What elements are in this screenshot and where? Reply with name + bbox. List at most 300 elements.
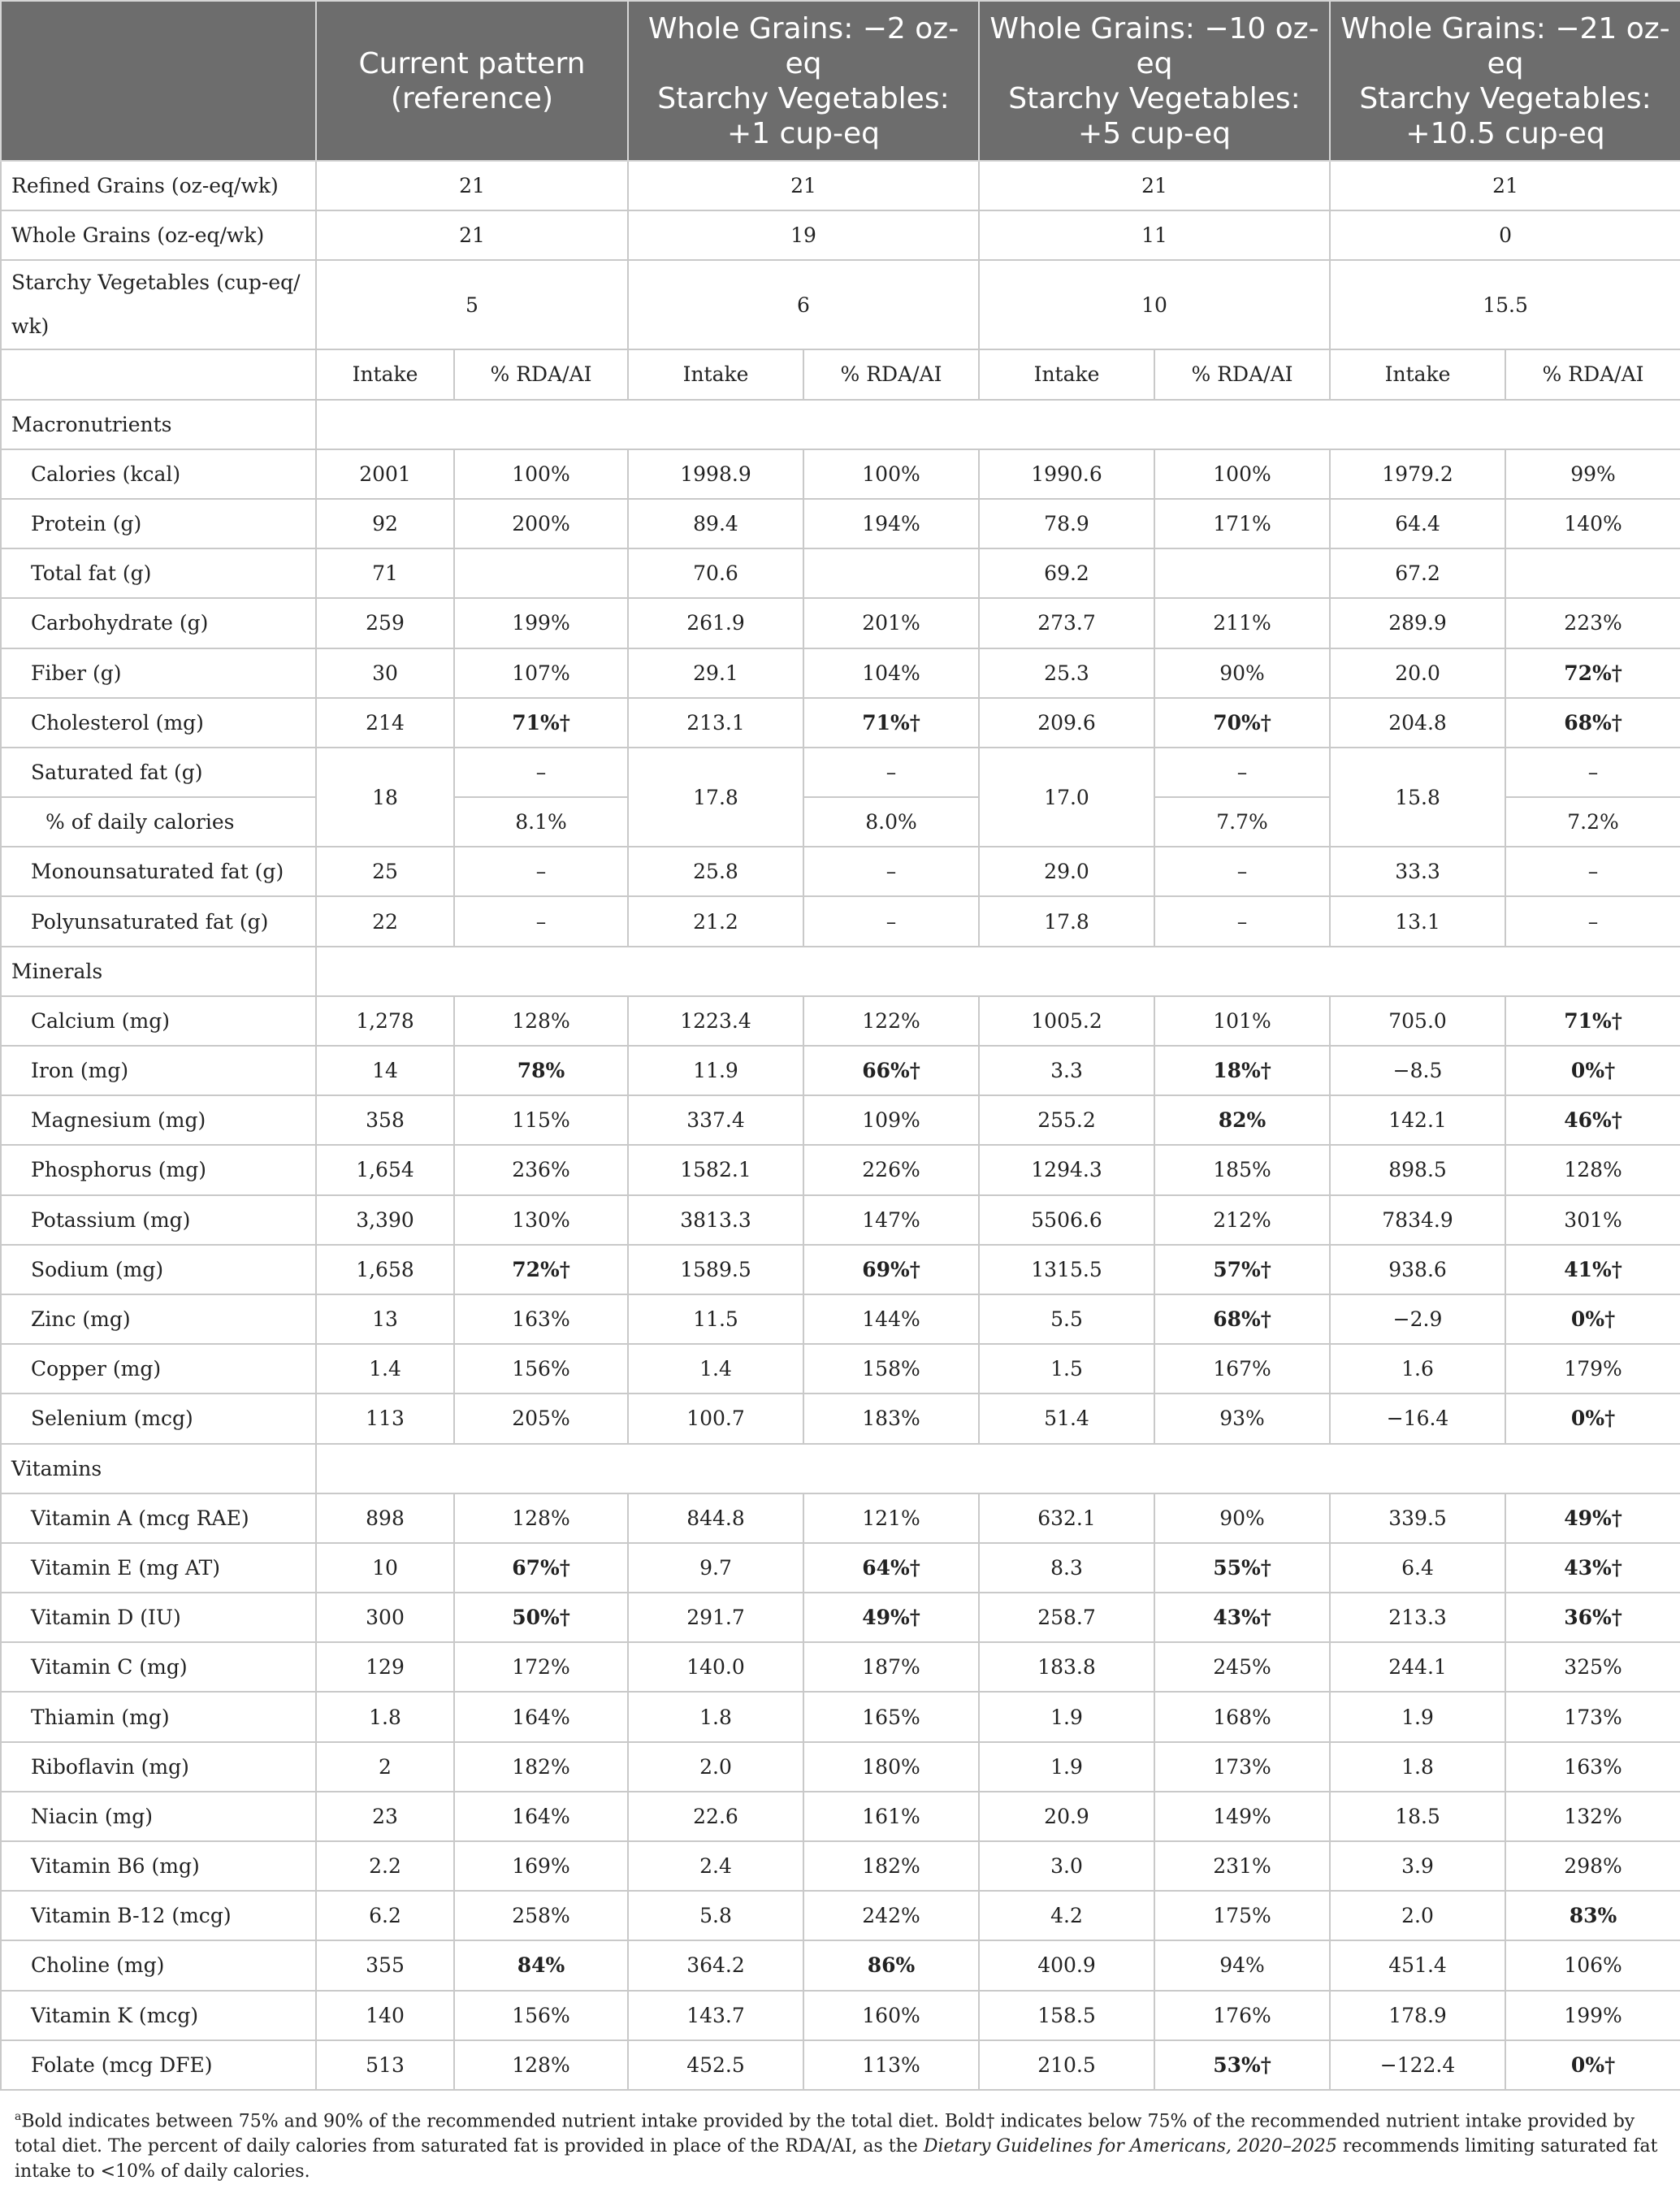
intake-cell: −2.9: [1330, 1294, 1505, 1344]
intake-cell: 18: [316, 748, 454, 847]
table-row: [1, 996, 1680, 1046]
intake-cell: 140: [316, 1991, 454, 2040]
pattern-value: 10: [979, 260, 1330, 349]
row-label: Copper (mg): [1, 1344, 316, 1394]
pct-cell: 236%: [454, 1145, 628, 1194]
pct-cell: 69%†: [803, 1245, 979, 1294]
pct-cell: 158%: [803, 1344, 979, 1394]
intake-cell: 1223.4: [628, 996, 803, 1046]
section-minerals-label: Minerals: [1, 947, 316, 996]
intake-cell: 2.0: [628, 1742, 803, 1792]
pct-cell: 43%†: [1505, 1543, 1680, 1593]
pct-cell: –: [454, 847, 628, 896]
intake-cell: 452.5: [628, 2040, 803, 2090]
intake-cell: 898: [316, 1493, 454, 1543]
intake-cell: 1294.3: [979, 1145, 1154, 1194]
pct-cell: 84%: [454, 1940, 628, 1990]
pct-cell: 7.7%: [1154, 797, 1330, 847]
section-vitamins-blank: [316, 1444, 1680, 1493]
footnote-text-1: Bold indicates between 75% and 90% of the recommended nutrient intake provided by the total diet. Bold† indicates below 75% of the recommended nutrient intake provided by total diet. The percent of daily calories from saturated fat is provided in place of the RDA/AI, as the: [15, 2111, 1635, 2157]
intake-cell: 1990.6: [979, 449, 1154, 499]
pct-cell: –: [803, 847, 979, 896]
table-row: [1, 1792, 1680, 1841]
row-label: Thiamin (mg): [1, 1692, 316, 1741]
table-row: [1, 2040, 1680, 2090]
pct-cell: 183%: [803, 1394, 979, 1443]
pct-cell: 94%: [1154, 1940, 1330, 1990]
table-row: [1, 548, 1680, 598]
pattern-value: 5: [316, 260, 628, 349]
section-vitamins-label: Vitamins: [1, 1444, 316, 1493]
section-vitamins: [1, 1444, 1680, 1493]
pct-cell: 71%†: [1505, 996, 1680, 1046]
intake-cell: 11.9: [628, 1046, 803, 1095]
intake-cell: 3,390: [316, 1195, 454, 1245]
intake-cell: 1998.9: [628, 449, 803, 499]
pct-cell: 0%†: [1505, 1046, 1680, 1095]
intake-cell: 244.1: [1330, 1642, 1505, 1692]
intake-cell: 1.9: [979, 1742, 1154, 1792]
pct-cell: 99%: [1505, 449, 1680, 499]
intake-cell: −8.5: [1330, 1046, 1505, 1095]
pct-cell: 182%: [454, 1742, 628, 1792]
intake-cell: 358: [316, 1095, 454, 1145]
intake-cell: 15.8: [1330, 748, 1505, 847]
row-label: Total fat (g): [1, 548, 316, 598]
intake-cell: 204.8: [1330, 698, 1505, 748]
intake-cell: 22: [316, 896, 454, 946]
header-corner: [1, 1, 316, 161]
intake-cell: 3813.3: [628, 1195, 803, 1245]
intake-cell: 1.9: [979, 1692, 1154, 1741]
pct-cell: 171%: [1154, 499, 1330, 548]
section-macronutrients-blank: [316, 400, 1680, 449]
pct-cell: 201%: [803, 598, 979, 648]
pct-cell: 130%: [454, 1195, 628, 1245]
pct-cell: 173%: [1505, 1692, 1680, 1741]
pct-cell: 172%: [454, 1642, 628, 1692]
pct-cell: 245%: [1154, 1642, 1330, 1692]
intake-cell: 1.8: [316, 1692, 454, 1741]
table-row: [1, 1891, 1680, 1940]
table-row: [1, 1593, 1680, 1642]
pct-cell: 78%: [454, 1046, 628, 1095]
intake-cell: 632.1: [979, 1493, 1154, 1543]
row-label: Monounsaturated fat (g): [1, 847, 316, 896]
pct-cell: 156%: [454, 1344, 628, 1394]
table-body: [1, 161, 1680, 2090]
row-label: Riboflavin (mg): [1, 1742, 316, 1792]
pct-cell: 176%: [1154, 1991, 1330, 2040]
intake-cell: 451.4: [1330, 1940, 1505, 1990]
intake-cell: 33.3: [1330, 847, 1505, 896]
intake-cell: 113: [316, 1394, 454, 1443]
pct-cell: 205%: [454, 1394, 628, 1443]
intake-cell: 2: [316, 1742, 454, 1792]
table-row: [1, 1543, 1680, 1593]
row-label: Protein (g): [1, 499, 316, 548]
pct-cell: 301%: [1505, 1195, 1680, 1245]
pattern-value: 21: [1330, 161, 1680, 210]
intake-cell: 29.0: [979, 847, 1154, 896]
pct-cell: 53%†: [1154, 2040, 1330, 2090]
pct-cell: 149%: [1154, 1792, 1330, 1841]
row-label: Vitamin B6 (mg): [1, 1841, 316, 1891]
pct-cell: 325%: [1505, 1642, 1680, 1692]
intake-cell: 9.7: [628, 1543, 803, 1593]
intake-cell: 17.0: [979, 748, 1154, 847]
pattern-value: 6: [628, 260, 979, 349]
intake-cell: 339.5: [1330, 1493, 1505, 1543]
table-row: [1, 1245, 1680, 1294]
pct-cell: 106%: [1505, 1940, 1680, 1990]
row-label: Calories (kcal): [1, 449, 316, 499]
intake-cell: 1.4: [628, 1344, 803, 1394]
intake-cell: 1589.5: [628, 1245, 803, 1294]
pct-cell: 258%: [454, 1891, 628, 1940]
intake-cell: 273.7: [979, 598, 1154, 648]
section-macronutrients: [1, 400, 1680, 449]
pct-cell: 67%†: [454, 1543, 628, 1593]
intake-cell: 89.4: [628, 499, 803, 548]
pct-cell: 36%†: [1505, 1593, 1680, 1642]
footnote-guidelines-title: Dietary Guidelines for Americans, 2020–2025: [923, 2136, 1337, 2157]
table-row: [1, 1940, 1680, 1990]
pct-cell: 128%: [1505, 1145, 1680, 1194]
pct-cell: 18%†: [1154, 1046, 1330, 1095]
pct-cell: 68%†: [1505, 698, 1680, 748]
subheader-pct: % RDA/AI: [1505, 349, 1680, 399]
intake-cell: 25.8: [628, 847, 803, 896]
intake-cell: 337.4: [628, 1095, 803, 1145]
row-label: Selenium (mcg): [1, 1394, 316, 1443]
footnote-text-2: recommends limiting saturated fat intake to <10% of daily calories.: [15, 2136, 1658, 2182]
intake-cell: 258.7: [979, 1593, 1154, 1642]
intake-cell: 8.3: [979, 1543, 1154, 1593]
pct-cell: –: [1154, 847, 1330, 896]
intake-cell: 1,654: [316, 1145, 454, 1194]
intake-cell: 291.7: [628, 1593, 803, 1642]
intake-cell: 1.8: [628, 1692, 803, 1741]
pct-cell: 43%†: [1154, 1593, 1330, 1642]
intake-cell: 3.9: [1330, 1841, 1505, 1891]
table-row: [1, 1692, 1680, 1741]
pct-cell: 49%†: [803, 1593, 979, 1642]
intake-cell: 20.0: [1330, 648, 1505, 698]
pattern-value: 19: [628, 210, 979, 260]
pct-cell: 212%: [1154, 1195, 1330, 1245]
pct-cell: 7.2%: [1505, 797, 1680, 847]
intake-cell: 11.5: [628, 1294, 803, 1344]
row-label: Magnesium (mg): [1, 1095, 316, 1145]
subheader-intake: Intake: [979, 349, 1154, 399]
pct-cell: 55%†: [1154, 1543, 1330, 1593]
table-row: [1, 1095, 1680, 1145]
row-label: Whole Grains (oz-eq/wk): [1, 210, 316, 260]
intake-cell: 158.5: [979, 1991, 1154, 2040]
pct-cell: 182%: [803, 1841, 979, 1891]
intake-cell: 18.5: [1330, 1792, 1505, 1841]
pct-cell: 161%: [803, 1792, 979, 1841]
header-scenario-3: Whole Grains: −21 oz- eq Starchy Vegetables: +10.5 cup-eq: [1330, 1, 1680, 161]
row-label: Vitamin D (IU): [1, 1593, 316, 1642]
section-minerals-blank: [316, 947, 1680, 996]
pct-cell: –: [803, 896, 979, 946]
intake-cell: 289.9: [1330, 598, 1505, 648]
pattern-row: [1, 210, 1680, 260]
pct-cell: 121%: [803, 1493, 979, 1543]
subheader-intake: Intake: [316, 349, 454, 399]
intake-cell: 69.2: [979, 548, 1154, 598]
intake-cell: 140.0: [628, 1642, 803, 1692]
pct-cell: 226%: [803, 1145, 979, 1194]
pct-cell: 90%: [1154, 1493, 1330, 1543]
pct-cell: 107%: [454, 648, 628, 698]
pct-cell: 199%: [454, 598, 628, 648]
pct-cell: –: [1154, 896, 1330, 946]
row-label: Phosphorus (mg): [1, 1145, 316, 1194]
intake-cell: 1315.5: [979, 1245, 1154, 1294]
intake-cell: 213.3: [1330, 1593, 1505, 1642]
intake-cell: 1.9: [1330, 1692, 1505, 1741]
row-label: Folate (mcg DFE): [1, 2040, 316, 2090]
row-label: Vitamin C (mg): [1, 1642, 316, 1692]
pct-cell: 109%: [803, 1095, 979, 1145]
row-label: Potassium (mg): [1, 1195, 316, 1245]
table-row: [1, 1145, 1680, 1194]
intake-cell: 64.4: [1330, 499, 1505, 548]
row-label: Refined Grains (oz-eq/wk): [1, 161, 316, 210]
footnote: [15, 2104, 1672, 2184]
intake-cell: 30: [316, 648, 454, 698]
intake-cell: 17.8: [628, 748, 803, 847]
pct-cell: –: [454, 896, 628, 946]
pct-cell: 101%: [1154, 996, 1330, 1046]
intake-cell: 78.9: [979, 499, 1154, 548]
intake-cell: 261.9: [628, 598, 803, 648]
table-row: [1, 698, 1680, 748]
pct-cell: 115%: [454, 1095, 628, 1145]
table-row: [1, 1195, 1680, 1245]
pct-cell: 168%: [1154, 1692, 1330, 1741]
pct-cell: [454, 548, 628, 598]
saturated-fat-row: [1, 748, 1680, 797]
pct-cell: 104%: [803, 648, 979, 698]
table-row: [1, 1394, 1680, 1443]
table-row: [1, 1991, 1680, 2040]
pct-cell: 90%: [1154, 648, 1330, 698]
table-row: [1, 896, 1680, 946]
subheader-blank: [1, 349, 316, 399]
pct-cell: 194%: [803, 499, 979, 548]
pct-cell: 211%: [1154, 598, 1330, 648]
intake-cell: 1979.2: [1330, 449, 1505, 499]
pct-cell: –: [803, 748, 979, 797]
pct-cell: 66%†: [803, 1046, 979, 1095]
intake-cell: 10: [316, 1543, 454, 1593]
subheader-pct: % RDA/AI: [803, 349, 979, 399]
pct-cell: 132%: [1505, 1792, 1680, 1841]
pct-cell: 164%: [454, 1692, 628, 1741]
pct-cell: 147%: [803, 1195, 979, 1245]
pattern-value: 15.5: [1330, 260, 1680, 349]
row-label: % of daily calories: [1, 797, 316, 847]
row-label: Vitamin B-12 (mcg): [1, 1891, 316, 1940]
intake-cell: 129: [316, 1642, 454, 1692]
pct-cell: 82%: [1154, 1095, 1330, 1145]
intake-cell: 143.7: [628, 1991, 803, 2040]
intake-cell: 705.0: [1330, 996, 1505, 1046]
pct-cell: 72%†: [454, 1245, 628, 1294]
intake-cell: 3.0: [979, 1841, 1154, 1891]
intake-cell: 67.2: [1330, 548, 1505, 598]
header-scenario-1: Whole Grains: −2 oz- eq Starchy Vegetables: +1 cup-eq: [628, 1, 979, 161]
table-row: [1, 449, 1680, 499]
intake-cell: 14: [316, 1046, 454, 1095]
pct-cell: 71%†: [454, 698, 628, 748]
intake-cell: 898.5: [1330, 1145, 1505, 1194]
table-row: [1, 1742, 1680, 1792]
header-current-pattern: Current pattern (reference): [316, 1, 628, 161]
pct-cell: 72%†: [1505, 648, 1680, 698]
subheader-intake: Intake: [628, 349, 803, 399]
subheader-intake: Intake: [1330, 349, 1505, 399]
intake-cell: 209.6: [979, 698, 1154, 748]
intake-cell: 1.6: [1330, 1344, 1505, 1394]
intake-cell: 355: [316, 1940, 454, 1990]
intake-cell: 4.2: [979, 1891, 1154, 1940]
intake-cell: 1582.1: [628, 1145, 803, 1194]
row-label: Vitamin A (mcg RAE): [1, 1493, 316, 1543]
pct-cell: –: [1154, 748, 1330, 797]
pattern-value: 11: [979, 210, 1330, 260]
intake-cell: 7834.9: [1330, 1195, 1505, 1245]
pct-cell: 167%: [1154, 1344, 1330, 1394]
pct-cell: 113%: [803, 2040, 979, 2090]
header-scenario-2: Whole Grains: −10 oz- eq Starchy Vegetables: +5 cup-eq: [979, 1, 1330, 161]
pct-cell: 163%: [454, 1294, 628, 1344]
intake-cell: −122.4: [1330, 2040, 1505, 2090]
pct-cell: 0%†: [1505, 1394, 1680, 1443]
pct-cell: 169%: [454, 1841, 628, 1891]
row-label: Saturated fat (g): [1, 748, 316, 797]
intake-cell: 92: [316, 499, 454, 548]
pct-cell: 175%: [1154, 1891, 1330, 1940]
pattern-row: [1, 161, 1680, 210]
row-label: Iron (mg): [1, 1046, 316, 1095]
pct-cell: 199%: [1505, 1991, 1680, 2040]
pct-cell: 122%: [803, 996, 979, 1046]
row-label: Starchy Vegetables (cup-eq/ wk): [1, 260, 316, 349]
pct-cell: 231%: [1154, 1841, 1330, 1891]
intake-cell: 142.1: [1330, 1095, 1505, 1145]
intake-cell: 183.8: [979, 1642, 1154, 1692]
intake-cell: 1,658: [316, 1245, 454, 1294]
intake-cell: 1005.2: [979, 996, 1154, 1046]
pct-cell: 49%†: [1505, 1493, 1680, 1543]
pct-cell: [1505, 548, 1680, 598]
intake-cell: 5506.6: [979, 1195, 1154, 1245]
pct-cell: 0%†: [1505, 2040, 1680, 2090]
pct-cell: 128%: [454, 2040, 628, 2090]
footnote-marker: a: [15, 2110, 22, 2123]
pct-cell: 185%: [1154, 1145, 1330, 1194]
pct-cell: 86%: [803, 1940, 979, 1990]
pct-cell: 140%: [1505, 499, 1680, 548]
intake-cell: 364.2: [628, 1940, 803, 1990]
pct-cell: 100%: [1154, 449, 1330, 499]
pct-cell: 100%: [803, 449, 979, 499]
pct-cell: 50%†: [454, 1593, 628, 1642]
intake-cell: 6.2: [316, 1891, 454, 1940]
pct-cell: 173%: [1154, 1742, 1330, 1792]
intake-cell: 22.6: [628, 1792, 803, 1841]
intake-cell: 29.1: [628, 648, 803, 698]
row-label: Cholesterol (mg): [1, 698, 316, 748]
intake-cell: 70.6: [628, 548, 803, 598]
intake-cell: 255.2: [979, 1095, 1154, 1145]
pct-cell: 242%: [803, 1891, 979, 1940]
table-row: [1, 1046, 1680, 1095]
row-label: Niacin (mg): [1, 1792, 316, 1841]
pattern-row: [1, 260, 1680, 349]
intake-cell: 25.3: [979, 648, 1154, 698]
pct-cell: 164%: [454, 1792, 628, 1841]
pct-cell: 165%: [803, 1692, 979, 1741]
row-label: Zinc (mg): [1, 1294, 316, 1344]
intake-cell: 214: [316, 698, 454, 748]
intake-cell: 2.2: [316, 1841, 454, 1891]
pattern-value: 0: [1330, 210, 1680, 260]
row-label: Vitamin K (mcg): [1, 1991, 316, 2040]
table-row: [1, 1493, 1680, 1543]
pct-cell: [1154, 548, 1330, 598]
pct-cell: 68%†: [1154, 1294, 1330, 1344]
pct-cell: 156%: [454, 1991, 628, 2040]
row-label: Sodium (mg): [1, 1245, 316, 1294]
row-label: Fiber (g): [1, 648, 316, 698]
pct-cell: 93%: [1154, 1394, 1330, 1443]
intake-cell: 2.4: [628, 1841, 803, 1891]
intake-cell: 938.6: [1330, 1245, 1505, 1294]
pct-cell: 41%†: [1505, 1245, 1680, 1294]
row-label: Choline (mg): [1, 1940, 316, 1990]
intake-cell: 844.8: [628, 1493, 803, 1543]
subheader-pct: % RDA/AI: [1154, 349, 1330, 399]
pct-cell: 8.0%: [803, 797, 979, 847]
intake-cell: 213.1: [628, 698, 803, 748]
table-row: [1, 847, 1680, 896]
intake-cell: 5.8: [628, 1891, 803, 1940]
pct-cell: 71%†: [803, 698, 979, 748]
row-label: Vitamin E (mg AT): [1, 1543, 316, 1593]
intake-cell: 100.7: [628, 1394, 803, 1443]
intake-cell: 259: [316, 598, 454, 648]
intake-cell: 25: [316, 847, 454, 896]
intake-cell: 20.9: [979, 1792, 1154, 1841]
pct-cell: 46%†: [1505, 1095, 1680, 1145]
section-macronutrients-label: Macronutrients: [1, 400, 316, 449]
intake-cell: 71: [316, 548, 454, 598]
intake-cell: 2001: [316, 449, 454, 499]
subheader-pct: % RDA/AI: [454, 349, 628, 399]
pct-cell: 57%†: [1154, 1245, 1330, 1294]
pattern-value: 21: [628, 161, 979, 210]
table-row: [1, 1294, 1680, 1344]
pct-cell: 83%: [1505, 1891, 1680, 1940]
pct-cell: 223%: [1505, 598, 1680, 648]
intake-cell: 1.5: [979, 1344, 1154, 1394]
